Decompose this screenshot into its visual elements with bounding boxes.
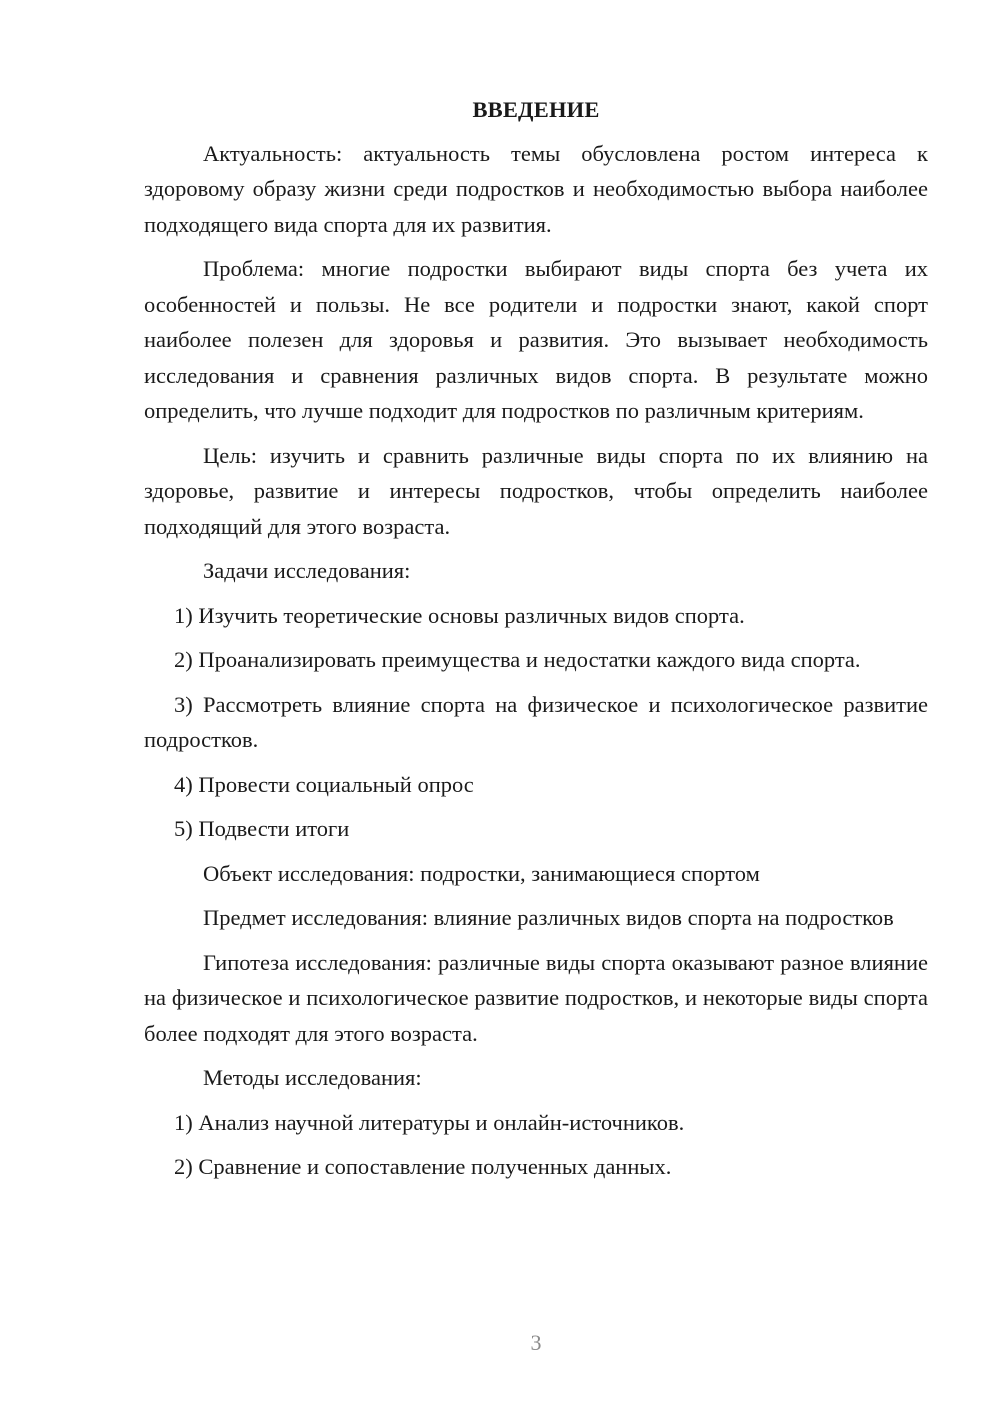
problem-paragraph: Проблема: многие подростки выбирают виды спорта без учета их особенностей и пользы. Не все родители и подростки знают, какой спорт наиболее полезен для здоровья и развития. Это вызывает необходимость исследования и сравнения различных видов спорта. В результате можно определить, что лучше подходит для подростков по различным критериям.	[144, 256, 928, 423]
task-item: 2) Проанализировать преимущества и недостатки каждого вида спорта.	[174, 647, 861, 672]
hypothesis-paragraph: Гипотеза исследования: различные виды спорта оказывают разное влияние на физическое и психологическое развитие подростков, и некоторые виды спорта более подходят для этого возраста.	[144, 949, 928, 1046]
task-item: 5) Подвести итоги	[174, 816, 350, 841]
object-paragraph: Объект исследования: подростки, занимающиеся спортом	[203, 860, 760, 886]
section-title: ВВЕДЕНИЕ	[472, 97, 600, 122]
task-item: 1) Изучить теоретические основы различных видов спорта.	[174, 602, 745, 628]
task-item: 3) Рассмотреть влияние спорта на физическое и психологическое развитие подростков.	[144, 691, 928, 752]
subject-paragraph: Предмет исследования: влияние различных видов спорта на подростков	[203, 905, 894, 930]
tasks-heading: Задачи исследования:	[203, 558, 411, 583]
method-item: 2) Сравнение и сопоставление полученных данных.	[174, 1154, 672, 1179]
relevance-paragraph: Актуальность: актуальность темы обусловлена ростом интереса к здоровому образу жизни среди подростков и необходимостью выбора наиболее подходящего вида спорта для их развития.	[144, 140, 928, 237]
page-number: 3	[530, 1330, 542, 1355]
document-page	[144, 92, 928, 1194]
methods-heading: Методы исследования:	[203, 1065, 422, 1090]
method-item: 1) Анализ научной литературы и онлайн-источников.	[174, 1109, 685, 1135]
task-item: 4) Провести социальный опрос	[174, 771, 474, 797]
goal-paragraph: Цель: изучить и сравнить различные виды спорта по их влиянию на здоровье, развитие и интересы подростков, чтобы определить наиболее подходящий для этого возраста.	[144, 442, 928, 539]
